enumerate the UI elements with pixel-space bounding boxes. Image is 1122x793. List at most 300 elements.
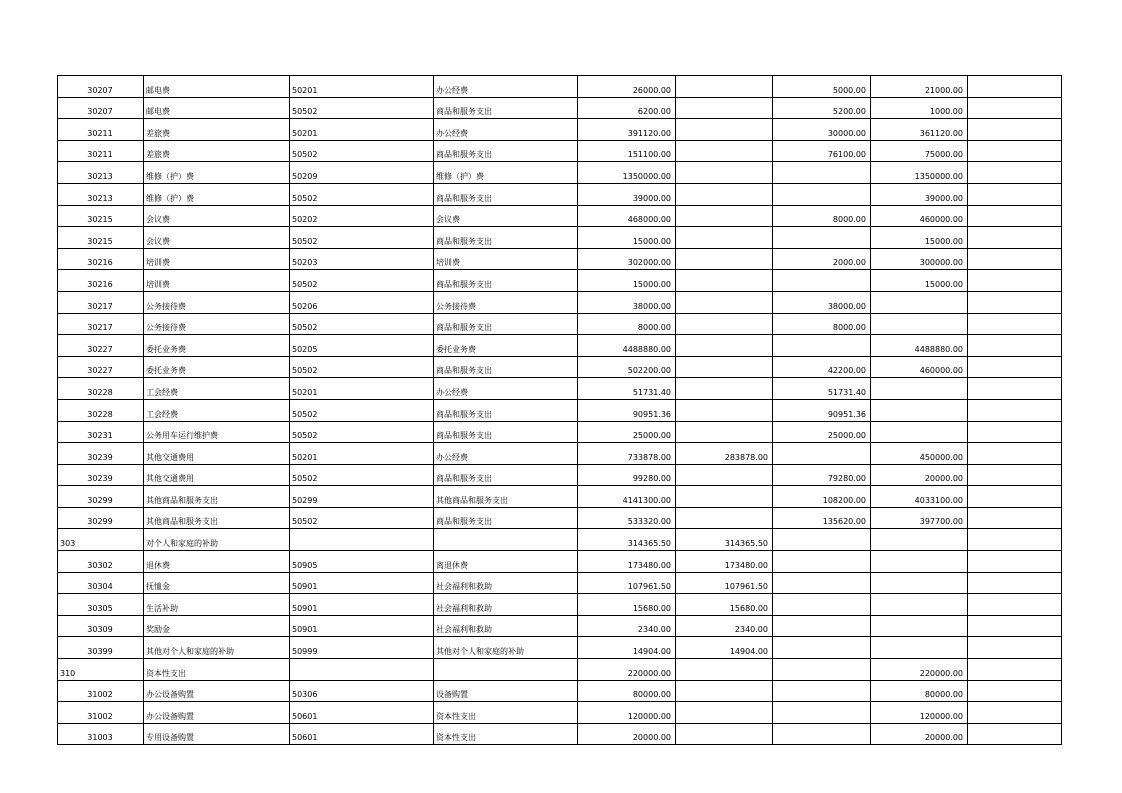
expenditure-a-cell [773, 723, 871, 745]
expenditure-a-cell: 108200.00 [773, 486, 871, 508]
econ-class-name-cell: 退休费 [144, 551, 290, 573]
econ-class-code-cell: 30207 [58, 76, 144, 98]
expenditure-a-cell [773, 270, 871, 292]
gov-econ-code-cell [290, 659, 434, 681]
total-amount-cell: 80000.00 [578, 680, 676, 702]
table-row [58, 140, 1062, 162]
econ-class-code-cell: 30228 [58, 399, 144, 421]
gov-econ-code-cell: 50502 [290, 227, 434, 249]
econ-class-name-cell: 委托业务费 [144, 335, 290, 357]
basic-expenditure-cell [676, 183, 773, 205]
basic-expenditure-cell: 173480.00 [676, 551, 773, 573]
econ-class-code-cell: 30305 [58, 594, 144, 616]
expenditure-a-cell: 25000.00 [773, 421, 871, 443]
gov-econ-name-cell: 商品和服务支出 [434, 399, 578, 421]
econ-class-code-cell: 30216 [58, 248, 144, 270]
total-amount-cell: 4141300.00 [578, 486, 676, 508]
expenditure-a-cell [773, 702, 871, 724]
total-amount-cell: 14904.00 [578, 637, 676, 659]
table-row [58, 659, 1062, 681]
table-row [58, 270, 1062, 292]
econ-class-name-cell: 维修（护）费 [144, 183, 290, 205]
econ-class-code-cell: 30227 [58, 335, 144, 357]
expenditure-b-cell: 397700.00 [871, 507, 968, 529]
table-row [58, 551, 1062, 573]
expenditure-b-cell: 75000.00 [871, 140, 968, 162]
gov-econ-code-cell: 50601 [290, 702, 434, 724]
expenditure-b-cell: 20000.00 [871, 464, 968, 486]
table-row [58, 572, 1062, 594]
econ-class-name-cell: 资本性支出 [144, 659, 290, 681]
extra-cell [968, 291, 1062, 313]
gov-econ-code-cell: 50209 [290, 162, 434, 184]
econ-class-name-cell: 会议费 [144, 227, 290, 249]
gov-econ-name-cell: 办公经费 [434, 76, 578, 98]
econ-class-code-cell: 30299 [58, 507, 144, 529]
expenditure-a-cell [773, 659, 871, 681]
total-amount-cell: 151100.00 [578, 140, 676, 162]
gov-econ-name-cell: 商品和服务支出 [434, 313, 578, 335]
expenditure-a-cell: 76100.00 [773, 140, 871, 162]
expenditure-b-cell: 80000.00 [871, 680, 968, 702]
gov-econ-code-cell: 50306 [290, 680, 434, 702]
extra-cell [968, 572, 1062, 594]
table-row [58, 486, 1062, 508]
econ-class-code-cell: 310 [58, 659, 144, 681]
gov-econ-name-cell: 办公经费 [434, 119, 578, 141]
table-row [58, 399, 1062, 421]
econ-class-name-cell: 生活补助 [144, 594, 290, 616]
budget-table [57, 75, 1062, 745]
gov-econ-code-cell [290, 529, 434, 551]
econ-class-name-cell: 会议费 [144, 205, 290, 227]
extra-cell [968, 615, 1062, 637]
basic-expenditure-cell [676, 659, 773, 681]
econ-class-code-cell: 30399 [58, 637, 144, 659]
expenditure-b-cell [871, 291, 968, 313]
basic-expenditure-cell [676, 205, 773, 227]
gov-econ-code-cell: 50299 [290, 486, 434, 508]
gov-econ-name-cell: 社会福利和救助 [434, 594, 578, 616]
gov-econ-name-cell: 商品和服务支出 [434, 464, 578, 486]
total-amount-cell: 733878.00 [578, 443, 676, 465]
econ-class-code-cell: 30227 [58, 356, 144, 378]
gov-econ-name-cell: 社会福利和救助 [434, 615, 578, 637]
gov-econ-name-cell: 设备购置 [434, 680, 578, 702]
table-row [58, 183, 1062, 205]
expenditure-b-cell [871, 637, 968, 659]
econ-class-code-cell: 30217 [58, 313, 144, 335]
extra-cell [968, 507, 1062, 529]
extra-cell [968, 119, 1062, 141]
expenditure-a-cell: 8000.00 [773, 205, 871, 227]
total-amount-cell: 15680.00 [578, 594, 676, 616]
basic-expenditure-cell [676, 378, 773, 400]
basic-expenditure-cell [676, 421, 773, 443]
econ-class-name-cell: 办公设备购置 [144, 702, 290, 724]
econ-class-code-cell: 30215 [58, 205, 144, 227]
extra-cell [968, 723, 1062, 745]
total-amount-cell: 391120.00 [578, 119, 676, 141]
expenditure-a-cell: 51731.40 [773, 378, 871, 400]
basic-expenditure-cell [676, 162, 773, 184]
extra-cell [968, 205, 1062, 227]
table-row [58, 335, 1062, 357]
gov-econ-code-cell: 50901 [290, 594, 434, 616]
gov-econ-name-cell: 离退休费 [434, 551, 578, 573]
table-row [58, 723, 1062, 745]
gov-econ-code-cell: 50502 [290, 140, 434, 162]
expenditure-b-cell: 21000.00 [871, 76, 968, 98]
extra-cell [968, 702, 1062, 724]
econ-class-code-cell: 30213 [58, 183, 144, 205]
total-amount-cell: 15000.00 [578, 270, 676, 292]
expenditure-b-cell: 39000.00 [871, 183, 968, 205]
econ-class-code-cell: 30211 [58, 140, 144, 162]
expenditure-b-cell [871, 551, 968, 573]
gov-econ-code-cell: 50901 [290, 615, 434, 637]
extra-cell [968, 399, 1062, 421]
table-row [58, 205, 1062, 227]
econ-class-name-cell: 公务用车运行维护费 [144, 421, 290, 443]
table-body [58, 76, 1062, 745]
expenditure-a-cell [773, 637, 871, 659]
total-amount-cell: 26000.00 [578, 76, 676, 98]
expenditure-a-cell [773, 572, 871, 594]
gov-econ-code-cell: 50601 [290, 723, 434, 745]
basic-expenditure-cell [676, 335, 773, 357]
econ-class-name-cell: 培训费 [144, 270, 290, 292]
expenditure-a-cell: 38000.00 [773, 291, 871, 313]
econ-class-code-cell: 30216 [58, 270, 144, 292]
econ-class-code-cell: 30213 [58, 162, 144, 184]
basic-expenditure-cell [676, 464, 773, 486]
extra-cell [968, 270, 1062, 292]
basic-expenditure-cell [676, 356, 773, 378]
expenditure-a-cell: 8000.00 [773, 313, 871, 335]
expenditure-b-cell: 460000.00 [871, 356, 968, 378]
total-amount-cell: 99280.00 [578, 464, 676, 486]
expenditure-b-cell [871, 421, 968, 443]
total-amount-cell: 51731.40 [578, 378, 676, 400]
expenditure-a-cell [773, 594, 871, 616]
gov-econ-name-cell: 其他商品和服务支出 [434, 486, 578, 508]
expenditure-b-cell: 15000.00 [871, 270, 968, 292]
gov-econ-code-cell: 50205 [290, 335, 434, 357]
gov-econ-name-cell [434, 529, 578, 551]
extra-cell [968, 486, 1062, 508]
gov-econ-code-cell: 50901 [290, 572, 434, 594]
econ-class-code-cell: 30304 [58, 572, 144, 594]
total-amount-cell: 502200.00 [578, 356, 676, 378]
total-amount-cell: 20000.00 [578, 723, 676, 745]
expenditure-a-cell: 135620.00 [773, 507, 871, 529]
gov-econ-code-cell: 50999 [290, 637, 434, 659]
extra-cell [968, 140, 1062, 162]
basic-expenditure-cell [676, 702, 773, 724]
total-amount-cell: 107961.50 [578, 572, 676, 594]
total-amount-cell: 38000.00 [578, 291, 676, 313]
table-row [58, 97, 1062, 119]
gov-econ-name-cell: 商品和服务支出 [434, 507, 578, 529]
extra-cell [968, 529, 1062, 551]
total-amount-cell: 533320.00 [578, 507, 676, 529]
basic-expenditure-cell: 2340.00 [676, 615, 773, 637]
gov-econ-code-cell: 50201 [290, 378, 434, 400]
econ-class-code-cell: 30231 [58, 421, 144, 443]
extra-cell [968, 183, 1062, 205]
total-amount-cell: 173480.00 [578, 551, 676, 573]
expenditure-a-cell [773, 615, 871, 637]
expenditure-b-cell [871, 529, 968, 551]
table-row [58, 421, 1062, 443]
basic-expenditure-cell [676, 248, 773, 270]
basic-expenditure-cell: 314365.50 [676, 529, 773, 551]
extra-cell [968, 313, 1062, 335]
econ-class-name-cell: 邮电费 [144, 97, 290, 119]
gov-econ-name-cell: 办公经费 [434, 443, 578, 465]
total-amount-cell: 2340.00 [578, 615, 676, 637]
econ-class-name-cell: 差旅费 [144, 119, 290, 141]
extra-cell [968, 76, 1062, 98]
expenditure-b-cell: 361120.00 [871, 119, 968, 141]
gov-econ-code-cell: 50502 [290, 356, 434, 378]
gov-econ-code-cell: 50502 [290, 183, 434, 205]
expenditure-a-cell: 79280.00 [773, 464, 871, 486]
econ-class-name-cell: 抚恤金 [144, 572, 290, 594]
expenditure-a-cell [773, 183, 871, 205]
gov-econ-name-cell: 商品和服务支出 [434, 270, 578, 292]
gov-econ-name-cell: 资本性支出 [434, 723, 578, 745]
gov-econ-name-cell: 委托业务费 [434, 335, 578, 357]
gov-econ-code-cell: 50502 [290, 421, 434, 443]
total-amount-cell: 120000.00 [578, 702, 676, 724]
gov-econ-code-cell: 50201 [290, 443, 434, 465]
gov-econ-code-cell: 50905 [290, 551, 434, 573]
expenditure-a-cell: 5200.00 [773, 97, 871, 119]
expenditure-a-cell [773, 162, 871, 184]
econ-class-name-cell: 其他对个人和家庭的补助 [144, 637, 290, 659]
gov-econ-name-cell: 资本性支出 [434, 702, 578, 724]
table-row [58, 162, 1062, 184]
table-row [58, 313, 1062, 335]
basic-expenditure-cell [676, 291, 773, 313]
expenditure-a-cell: 30000.00 [773, 119, 871, 141]
gov-econ-name-cell: 商品和服务支出 [434, 183, 578, 205]
gov-econ-code-cell: 50502 [290, 97, 434, 119]
basic-expenditure-cell [676, 270, 773, 292]
econ-class-name-cell: 委托业务费 [144, 356, 290, 378]
econ-class-code-cell: 30215 [58, 227, 144, 249]
gov-econ-name-cell: 商品和服务支出 [434, 227, 578, 249]
table-row [58, 680, 1062, 702]
extra-cell [968, 680, 1062, 702]
expenditure-b-cell [871, 399, 968, 421]
expenditure-b-cell: 15000.00 [871, 227, 968, 249]
gov-econ-name-cell [434, 659, 578, 681]
econ-class-code-cell: 30211 [58, 119, 144, 141]
gov-econ-code-cell: 50502 [290, 270, 434, 292]
expenditure-b-cell: 220000.00 [871, 659, 968, 681]
expenditure-a-cell: 42200.00 [773, 356, 871, 378]
gov-econ-name-cell: 其他对个人和家庭的补助 [434, 637, 578, 659]
gov-econ-code-cell: 50203 [290, 248, 434, 270]
total-amount-cell: 1350000.00 [578, 162, 676, 184]
extra-cell [968, 356, 1062, 378]
econ-class-name-cell: 办公设备购置 [144, 680, 290, 702]
gov-econ-code-cell: 50502 [290, 399, 434, 421]
table-row [58, 291, 1062, 313]
econ-class-code-cell: 30239 [58, 443, 144, 465]
econ-class-name-cell: 邮电费 [144, 76, 290, 98]
table-row [58, 356, 1062, 378]
econ-class-name-cell: 培训费 [144, 248, 290, 270]
extra-cell [968, 421, 1062, 443]
gov-econ-name-cell: 公务接待费 [434, 291, 578, 313]
basic-expenditure-cell: 14904.00 [676, 637, 773, 659]
expenditure-b-cell [871, 594, 968, 616]
econ-class-name-cell: 工会经费 [144, 399, 290, 421]
gov-econ-name-cell: 商品和服务支出 [434, 140, 578, 162]
table-row [58, 615, 1062, 637]
table-row [58, 378, 1062, 400]
econ-class-code-cell: 30302 [58, 551, 144, 573]
econ-class-name-cell: 其他交通费用 [144, 443, 290, 465]
expenditure-a-cell [773, 680, 871, 702]
econ-class-name-cell: 维修（护）费 [144, 162, 290, 184]
econ-class-name-cell: 其他交通费用 [144, 464, 290, 486]
expenditure-b-cell: 4488880.00 [871, 335, 968, 357]
econ-class-code-cell: 30309 [58, 615, 144, 637]
econ-class-code-cell: 30207 [58, 97, 144, 119]
total-amount-cell: 302000.00 [578, 248, 676, 270]
table-row [58, 702, 1062, 724]
econ-class-code-cell: 31002 [58, 702, 144, 724]
expenditure-b-cell: 4033100.00 [871, 486, 968, 508]
extra-cell [968, 659, 1062, 681]
total-amount-cell: 8000.00 [578, 313, 676, 335]
expenditure-b-cell: 300000.00 [871, 248, 968, 270]
econ-class-name-cell: 其他商品和服务支出 [144, 507, 290, 529]
basic-expenditure-cell [676, 723, 773, 745]
expenditure-a-cell [773, 443, 871, 465]
expenditure-a-cell: 2000.00 [773, 248, 871, 270]
gov-econ-name-cell: 社会福利和救助 [434, 572, 578, 594]
basic-expenditure-cell [676, 507, 773, 529]
gov-econ-code-cell: 50201 [290, 76, 434, 98]
econ-class-code-cell: 30299 [58, 486, 144, 508]
table-row [58, 529, 1062, 551]
extra-cell [968, 594, 1062, 616]
table-row [58, 637, 1062, 659]
econ-class-code-cell: 30228 [58, 378, 144, 400]
gov-econ-name-cell: 商品和服务支出 [434, 356, 578, 378]
expenditure-b-cell [871, 313, 968, 335]
gov-econ-code-cell: 50202 [290, 205, 434, 227]
extra-cell [968, 637, 1062, 659]
econ-class-name-cell: 专用设备购置 [144, 723, 290, 745]
econ-class-code-cell: 31002 [58, 680, 144, 702]
extra-cell [968, 248, 1062, 270]
expenditure-a-cell [773, 335, 871, 357]
expenditure-b-cell: 1000.00 [871, 97, 968, 119]
basic-expenditure-cell [676, 140, 773, 162]
basic-expenditure-cell: 283878.00 [676, 443, 773, 465]
extra-cell [968, 97, 1062, 119]
table-row [58, 248, 1062, 270]
gov-econ-code-cell: 50206 [290, 291, 434, 313]
gov-econ-code-cell: 50502 [290, 313, 434, 335]
econ-class-code-cell: 31003 [58, 723, 144, 745]
basic-expenditure-cell: 107961.50 [676, 572, 773, 594]
basic-expenditure-cell [676, 76, 773, 98]
gov-econ-name-cell: 办公经费 [434, 378, 578, 400]
total-amount-cell: 4488880.00 [578, 335, 676, 357]
total-amount-cell: 220000.00 [578, 659, 676, 681]
gov-econ-code-cell: 50201 [290, 119, 434, 141]
table-row [58, 464, 1062, 486]
basic-expenditure-cell [676, 486, 773, 508]
table-row [58, 507, 1062, 529]
table-row [58, 119, 1062, 141]
extra-cell [968, 443, 1062, 465]
total-amount-cell: 468000.00 [578, 205, 676, 227]
total-amount-cell: 314365.50 [578, 529, 676, 551]
econ-class-name-cell: 工会经费 [144, 378, 290, 400]
gov-econ-code-cell: 50502 [290, 507, 434, 529]
total-amount-cell: 15000.00 [578, 227, 676, 249]
extra-cell [968, 162, 1062, 184]
expenditure-b-cell [871, 378, 968, 400]
econ-class-name-cell: 差旅费 [144, 140, 290, 162]
extra-cell [968, 378, 1062, 400]
econ-class-code-cell: 30217 [58, 291, 144, 313]
econ-class-name-cell: 对个人和家庭的补助 [144, 529, 290, 551]
extra-cell [968, 227, 1062, 249]
extra-cell [968, 464, 1062, 486]
econ-class-name-cell: 公务接待费 [144, 313, 290, 335]
expenditure-b-cell: 1350000.00 [871, 162, 968, 184]
table-row [58, 227, 1062, 249]
basic-expenditure-cell [676, 399, 773, 421]
econ-class-name-cell: 奖励金 [144, 615, 290, 637]
total-amount-cell: 39000.00 [578, 183, 676, 205]
table-row [58, 443, 1062, 465]
expenditure-a-cell: 5000.00 [773, 76, 871, 98]
expenditure-a-cell [773, 551, 871, 573]
table-row [58, 594, 1062, 616]
table-row [58, 76, 1062, 98]
econ-class-name-cell: 其他商品和服务支出 [144, 486, 290, 508]
total-amount-cell: 25000.00 [578, 421, 676, 443]
econ-class-code-cell: 30239 [58, 464, 144, 486]
econ-class-code-cell: 303 [58, 529, 144, 551]
basic-expenditure-cell [676, 97, 773, 119]
gov-econ-name-cell: 商品和服务支出 [434, 421, 578, 443]
extra-cell [968, 335, 1062, 357]
extra-cell [968, 551, 1062, 573]
expenditure-a-cell [773, 227, 871, 249]
basic-expenditure-cell [676, 119, 773, 141]
total-amount-cell: 6200.00 [578, 97, 676, 119]
gov-econ-name-cell: 培训费 [434, 248, 578, 270]
expenditure-a-cell [773, 529, 871, 551]
econ-class-name-cell: 公务接待费 [144, 291, 290, 313]
gov-econ-code-cell: 50502 [290, 464, 434, 486]
total-amount-cell: 90951.36 [578, 399, 676, 421]
gov-econ-name-cell: 会议费 [434, 205, 578, 227]
basic-expenditure-cell [676, 313, 773, 335]
